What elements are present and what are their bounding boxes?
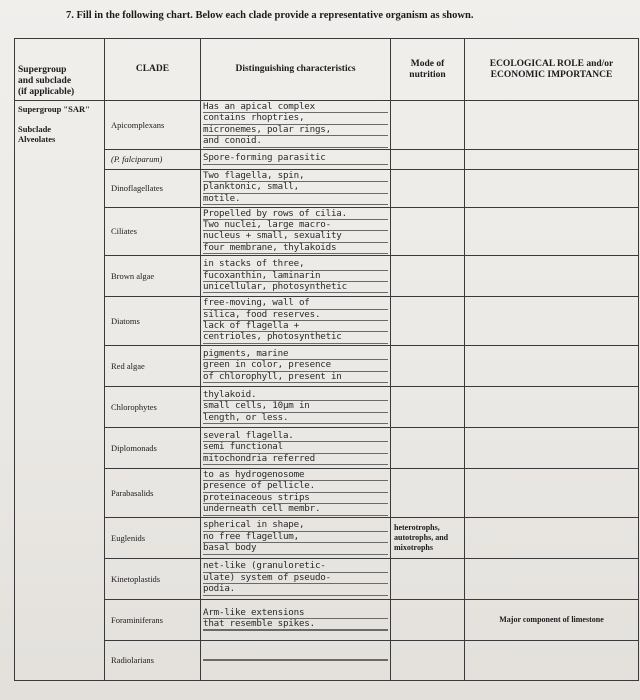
table-row xyxy=(15,640,639,680)
table-row xyxy=(15,149,639,169)
header-supergroup: Supergroup and subclade (if applicable) xyxy=(15,39,105,101)
clade-cell: Foraminiferans xyxy=(105,599,201,640)
characteristics-cell: net-like (granuloretic- ulate) system of pseudo- podia. xyxy=(201,558,391,599)
mode-cell xyxy=(391,101,465,150)
table-row xyxy=(15,297,639,346)
characteristics-cell: free-moving, wall of silica, food reserves. lack of flagella + centrioles, photosynthetic xyxy=(201,297,391,346)
clade-cell: Brown algae xyxy=(105,256,201,297)
characteristics-cell xyxy=(201,640,391,680)
characteristics-cell: Propelled by rows of cilia. Two nuclei, large macro- nucleus + small, sexuality four membrane, thylakoids xyxy=(201,207,391,256)
mode-cell xyxy=(391,149,465,169)
characteristics-cell: Has an apical complex contains rhoptries, micronemes, polar rings, and conoid. xyxy=(201,101,391,150)
header-characteristics: Distinguishing characteristics xyxy=(201,39,391,101)
clade-cell: Diatoms xyxy=(105,297,201,346)
characteristics-cell: Spore-forming parasitic xyxy=(201,149,391,169)
characteristics-cell: to as hydrogenosome presence of pellicle. proteinaceous strips underneath cell membr. xyxy=(201,468,391,517)
header-clade: CLADE xyxy=(105,39,201,101)
clade-cell: Red algae xyxy=(105,345,201,386)
clade-cell: Euglenids xyxy=(105,517,201,558)
table-row xyxy=(15,345,639,386)
clade-cell: Kinetoplastids xyxy=(105,558,201,599)
clade-chart xyxy=(14,38,639,681)
eco-cell xyxy=(465,149,639,169)
characteristics-cell: spherical in shape, no free flagellum, basal body xyxy=(201,517,391,558)
table-row xyxy=(15,517,639,558)
clade-cell: Apicomplexans xyxy=(105,101,201,150)
characteristics-cell: Arm-like extensions that resemble spikes. xyxy=(201,599,391,640)
table-row xyxy=(15,558,639,599)
characteristics-cell: Two flagella, spin, planktonic, small, motile. xyxy=(201,169,391,207)
clade-cell: Parabasalids xyxy=(105,468,201,517)
table-row xyxy=(15,101,639,150)
table-row xyxy=(15,169,639,207)
characteristics-cell: pigments, marine green in color, presence of chlorophyll, present in xyxy=(201,345,391,386)
clade-cell: Chlorophytes xyxy=(105,386,201,427)
clade-cell: Dinoflagellates xyxy=(105,169,201,207)
table-row xyxy=(15,599,639,640)
eco-cell xyxy=(465,101,639,150)
table-row xyxy=(15,256,639,297)
supergroup-cell: Supergroup "SAR" Subclade Alveolates xyxy=(15,101,105,170)
clade-cell: Ciliates xyxy=(105,207,201,256)
eco-cell: Major component of limestone xyxy=(465,599,639,640)
header-mode: Mode of nutrition xyxy=(391,39,465,101)
mode-cell: heterotrophs, autotrophs, and mixotrophs xyxy=(391,517,465,558)
clade-cell: Diplomonads xyxy=(105,427,201,468)
characteristics-cell: in stacks of three, fucoxanthin, laminarin unicellular, photosynthetic xyxy=(201,256,391,297)
header-ecological: ECOLOGICAL ROLE and/or ECONOMIC IMPORTANCE xyxy=(465,39,639,101)
table-row xyxy=(15,386,639,427)
clade-cell: (P. falciparum) xyxy=(105,149,201,169)
table-row xyxy=(15,427,639,468)
table-row xyxy=(15,468,639,517)
table-row xyxy=(15,207,639,256)
clade-cell: Radiolarians xyxy=(105,640,201,680)
header-row xyxy=(15,39,639,101)
question-title: 7. Fill in the following chart. Below each clade provide a representative organism as shown. xyxy=(66,10,474,21)
characteristics-cell: thylakoid. small cells, 10µm in length, or less. xyxy=(201,386,391,427)
characteristics-cell: several flagella. semi functional mitochondria referred xyxy=(201,427,391,468)
